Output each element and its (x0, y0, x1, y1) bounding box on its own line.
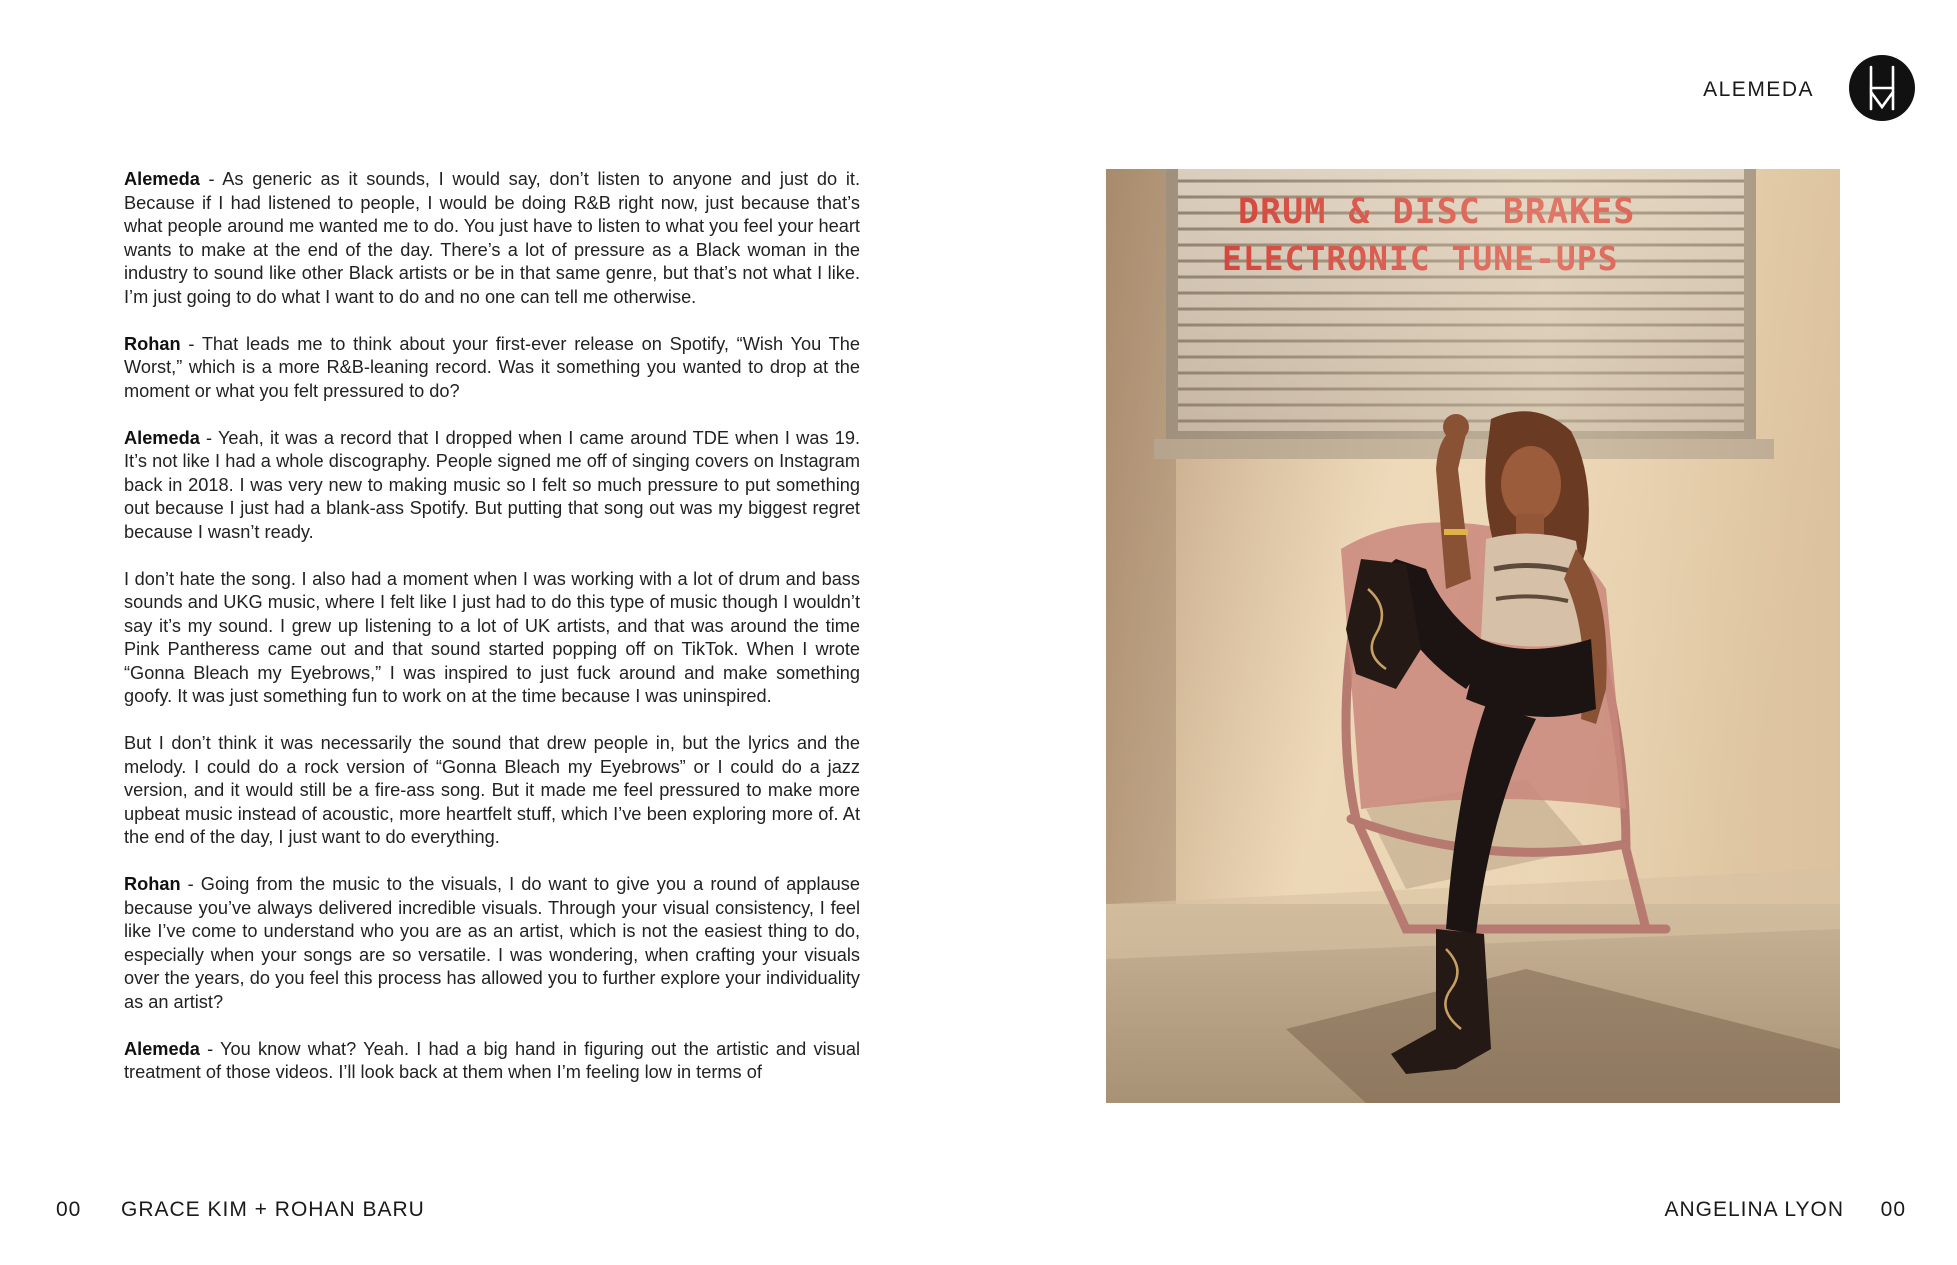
page-number-left: 00 (56, 1198, 82, 1221)
page-number-right: 00 (1880, 1198, 1906, 1221)
speaker-name: Rohan (124, 333, 181, 354)
article-paragraph (124, 873, 860, 1014)
speaker-name: Alemeda (124, 427, 200, 448)
paragraph-text: - As generic as it sounds, I would say, don’t listen to anyone and just do it. Because if I had listened to people, I would be doing R&B right now, just because that’s what people around me wanted me to do. You just have to listen to what you feel your heart wants to make at the end of the day. There’s a lot of pressure as a Black woman in the industry to sound like other Black artists or be in that same genre, but that’s not what I like. I’m just going to do what I want to do and no one can tell me otherwise. (124, 169, 860, 307)
speaker-name: Alemeda (124, 169, 200, 189)
paragraph-text: - Yeah, it was a record that I dropped when I came around TDE when I was 19. It’s not like I had a whole discography. People signed me off of singing covers on Instagram back in 2018. I was very new to making music so I felt so much pressure to put something out because I just had a blank-ass Spotify. But putting that song out was my biggest regret because I wasn’t ready. (124, 427, 860, 542)
article-paragraph (124, 168, 860, 309)
speaker-name: Rohan (124, 874, 181, 894)
hm-monogram-icon (1849, 55, 1915, 121)
article-paragraph (124, 333, 860, 404)
paragraph-text: But I don’t think it was necessarily the sound that drew people in, but the lyrics and the melody. I could do a rock version of “Gonna Bleach my Eyebrows” or I could do a jazz version, and it would still be a fire-ass song. But it made me feel pressured to make more upbeat music instead of acoustic, more heartfelt stuff, which I’ve been exploring more of. At the end of the day, I just want to do everything. (124, 733, 860, 847)
footer-authors: GRACE KIM + ROHAN BARU (121, 1198, 425, 1221)
article-body (124, 168, 860, 1108)
alemeda-portrait-photo (1106, 169, 1840, 1103)
article-paragraph (124, 732, 860, 850)
footer-photographer: ANGELINA LYON (1664, 1198, 1844, 1221)
paragraph-text: - You know what? Yeah. I had a big hand in figuring out the artistic and visual treatment of those videos. I’ll look back at them when I’m feeling low in terms of (124, 1038, 860, 1082)
paragraph-text: - Going from the music to the visuals, I do want to give you a round of applause because you’ve always delivered incredible visuals. Through your visual consistency, I feel like I’ve come to understand who you are as an artist, which is not the easiest thing to do, especially when your songs are so versatile. I was wondering, when crafting your visuals over the years, do you feel this process has allowed you to further explore your individuality as an artist? (124, 874, 860, 1012)
article-paragraph (124, 1038, 860, 1085)
paragraph-text: I don’t hate the song. I also had a moment when I was working with a lot of drum and bass sounds and UKG music, where I felt like I just had to do this type of music though I wouldn’t say it’s my sound. I grew up listening to a lot of UK artists, and that was around the time Pink Pantheress came out and that sound started popping off on TikTok. When I wrote “Gonna Bleach my Eyebrows,” I was inspired to just fuck around and make something goofy. It was just something fun to work on at the time because I was uninspired. (124, 568, 860, 706)
article-paragraph (124, 427, 860, 545)
paragraph-text: - That leads me to think about your first-ever release on Spotify, “Wish You The Worst,” which is a more R&B-leaning record. Was it something you wanted to drop at the moment or what you felt pressured to do? (124, 333, 860, 401)
article-paragraph (124, 568, 860, 709)
section-title: ALEMEDA (1703, 78, 1814, 101)
speaker-name: Alemeda (124, 1038, 200, 1059)
